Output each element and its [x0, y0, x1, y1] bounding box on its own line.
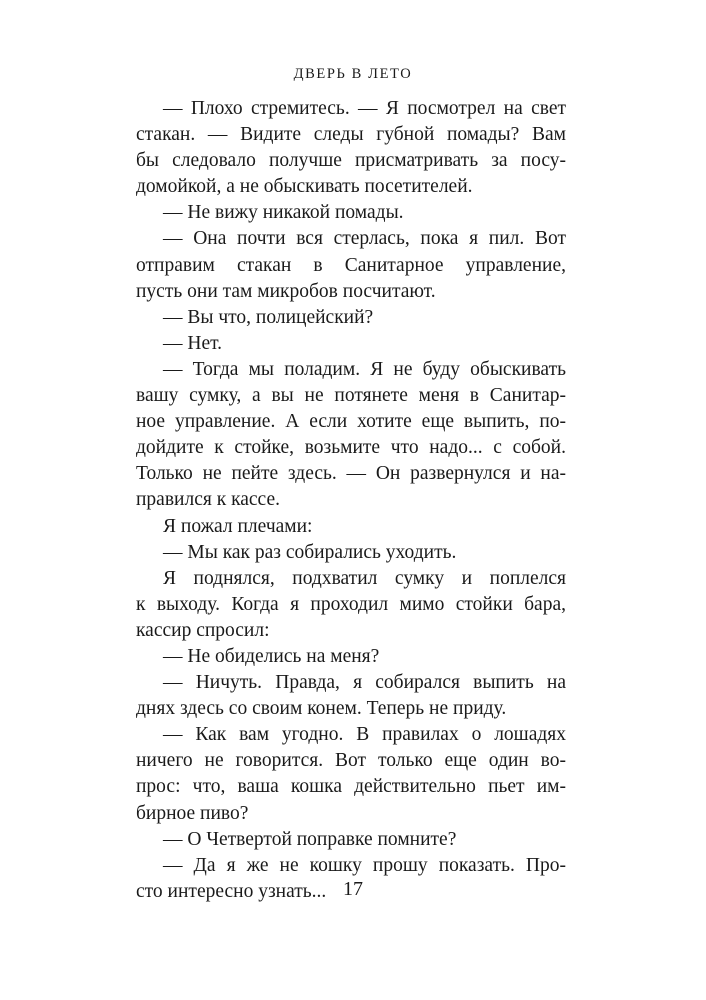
text-line: — Не вижу никакой помады. — [163, 202, 404, 224]
text-line: Я пожал плечами: — [163, 515, 313, 537]
text-line: прос: что, ваша кошка действительно пьет им- — [136, 776, 566, 798]
body-text — [136, 96, 566, 905]
text-line: к выходу. Когда я проходил мимо стойки бара, — [136, 593, 566, 615]
text-line: правился к кассе. — [136, 489, 280, 511]
text-line: — Тогда мы поладим. Я не буду обыскивать — [163, 358, 566, 380]
running-head: ДВЕРЬ В ЛЕТО — [293, 66, 413, 82]
text-line: — Вы что, полицейский? — [163, 306, 374, 328]
text-line: ничего не говорится. Вот только еще один во- — [136, 750, 566, 772]
text-line: — Нет. — [163, 332, 223, 354]
text-line: пусть они там микробов посчитают. — [136, 280, 436, 302]
text-line: сто интересно узнать... — [136, 880, 327, 902]
text-line: вашу сумку, а вы не потянете меня в Санитар- — [136, 385, 566, 407]
text-line: Только не пейте здесь. — Он развернулся и на- — [136, 463, 566, 485]
text-line: — Мы как раз собирались уходить. — [163, 541, 457, 563]
text-line: — О Четвертой поправке помните? — [163, 828, 457, 850]
text-line: — Не обиделись на меня? — [163, 645, 380, 667]
text-line: дойдите к стойке, возьмите что надо... с собой. — [136, 437, 566, 459]
text-line: домойкой, а не обыскивать посетителей. — [136, 176, 473, 198]
text-line: — Да я же не кошку прошу показать. Про- — [163, 854, 566, 876]
text-line: Я поднялся, подхватил сумку и поплелся — [163, 567, 566, 589]
text-line: — Как вам угодно. В правилах о лошадях — [163, 724, 566, 746]
text-line: ное управление. А если хотите еще выпить, по- — [136, 411, 566, 433]
text-line: отправим стакан в Санитарное управление, — [136, 254, 566, 276]
page-number: 17 — [343, 878, 363, 900]
text-line: бы следовало получше присматривать за посу- — [136, 150, 566, 172]
text-line: бирное пиво? — [136, 802, 249, 824]
text-line: — Плохо стремитесь. — Я посмотрел на свет — [163, 98, 566, 119]
text-line: кассир спросил: — [136, 619, 270, 641]
text-line: — Ничуть. Правда, я собирался выпить на — [163, 672, 566, 694]
text-line: стакан. — Видите следы губной помады? Вам — [136, 124, 566, 146]
text-line: — Она почти вся стерлась, пока я пил. Вот — [163, 228, 566, 250]
text-line: днях здесь со своим конем. Теперь не приду. — [136, 698, 507, 720]
